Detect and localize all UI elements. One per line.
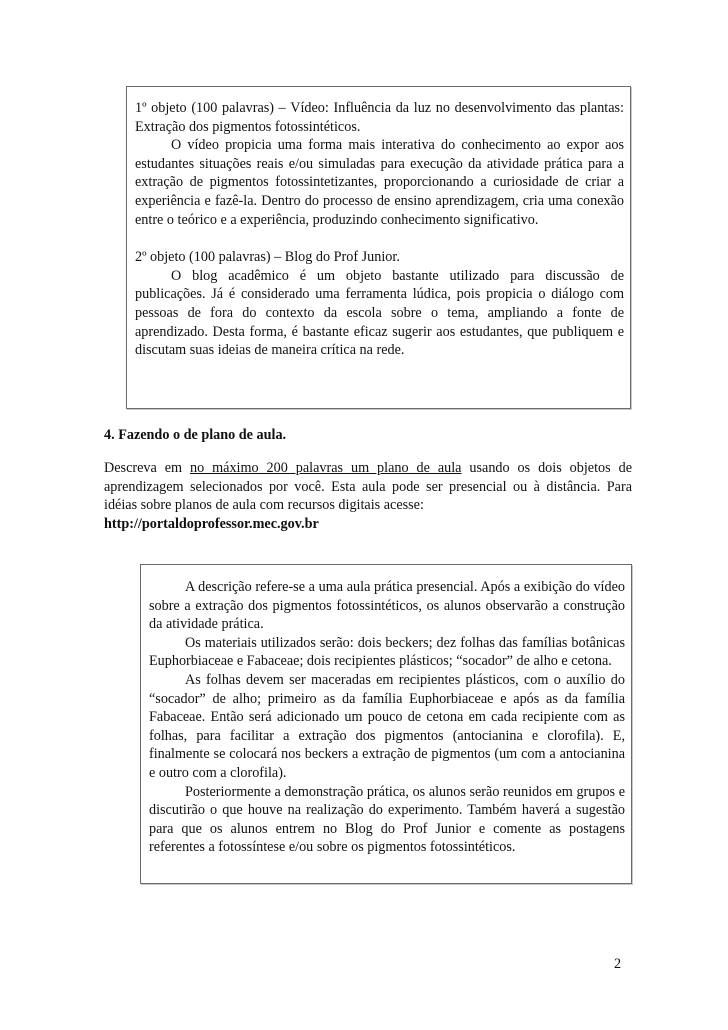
lesson-plan-box bbox=[140, 564, 632, 884]
instructions-prefix: Descreva em bbox=[104, 460, 190, 476]
instructions-underlined: no máximo 200 palavras um plano de aula bbox=[189, 460, 462, 476]
object-1-title: 1º objeto (100 palavras) – Vídeo: Influência da luz no desenvolvimento das plantas: Extração dos pigmentos fotossintéticos. bbox=[135, 100, 624, 135]
lesson-paragraph-3: As folhas devem ser maceradas em recipientes plásticos, com o auxílio do “socador” de alho; primeiro as da família Euphorbiaceae e após as da família Fabaceae. Então será adicionado um pouco de cetona em cada recipiente com as folhas, para facilitar a extração dos pigmentos (antocianina e clorofila). E, finalmente se colocará nos beckers a extração de pigmentos (um com a antocianina e outro com a clorofila). bbox=[149, 671, 625, 781]
instructions-suffix: usando os dois objetos de aprendizagem selecionados por você. Esta aula pode ser presencial ou à distância. Para idéias sobre planos de aula com recursos digitais acesse: bbox=[104, 460, 632, 514]
object-2-title: 2º objeto (100 palavras) – Blog do Prof Junior. bbox=[135, 249, 400, 266]
portal-link[interactable]: http://portaldoprofessor.mec.gov.br bbox=[104, 515, 319, 532]
instructions-text bbox=[104, 459, 632, 515]
section-heading: 4. Fazendo o de plano de aula. bbox=[104, 427, 287, 443]
lesson-paragraph-4: Posteriormente a demonstração prática, os alunos serão reunidos em grupos e discutirão o que houve na realização do experimento. Também haverá a sugestão para que os alunos entrem no Blog do Prof Junior e comente as postagens referentes a fotossíntese e/ou sobre os pigmentos fotossintéticos. bbox=[149, 783, 625, 856]
learning-objects-box bbox=[126, 86, 631, 409]
instructions bbox=[104, 459, 632, 533]
lesson-paragraph-1: A descrição refere-se a uma aula prática presencial. Após a exibição do vídeo sobre a extração dos pigmentos fotossintéticos, os alunos observarão a construção da atividade prática. bbox=[149, 579, 625, 633]
object-1-description: O vídeo propicia uma forma mais interativa do conhecimento ao expor aos estudantes situações reais e/ou simuladas para execução da atividade prática para a extração de pigmentos fotossintetizantes, proporcionando a curiosidade de criar a experiência e fazê-la. Dentro do processo de ensino aprendizagem, cria uma conexão entre o teórico e a experiência, produzindo conhecimento significativo. bbox=[135, 137, 624, 228]
lesson-paragraph-2: Os materiais utilizados serão: dois beckers; dez folhas das famílias botânicas Euphorbiaceae e Fabaceae; dois recipientes plásticos; “socador” de alho e cetona. bbox=[149, 634, 625, 670]
page-number: 2 bbox=[614, 956, 622, 972]
object-2-description: O blog acadêmico é um objeto bastante utilizado para discussão de publicações. Já é considerado uma ferramenta lúdica, pois propicia o diálogo com pessoas de fora do contexto da escola sobre o tema, ampliando a fonte de aprendizado. Desta forma, é bastante eficaz sugerir aos estudantes, que publiquem e discutam suas ideias de maneira crítica na rede. bbox=[135, 267, 624, 359]
paragraph-gap bbox=[135, 229, 624, 248]
